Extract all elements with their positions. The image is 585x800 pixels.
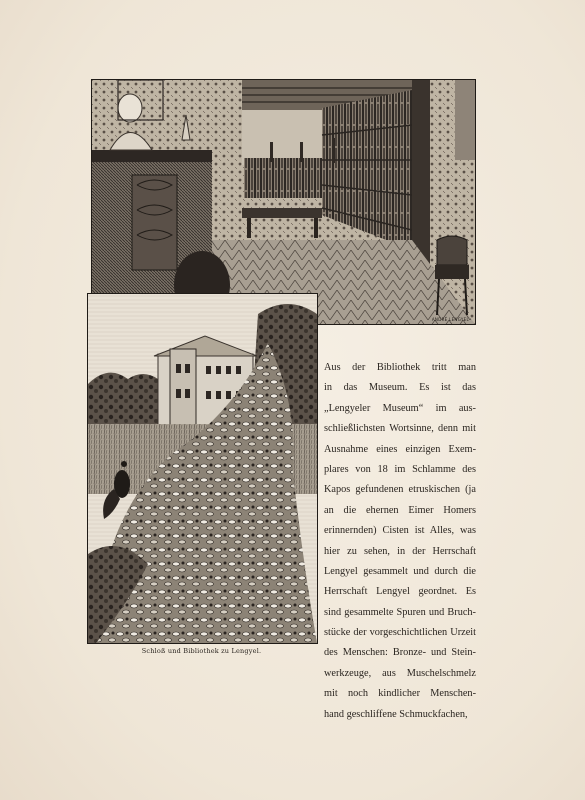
library-interior-illustration bbox=[91, 79, 476, 325]
text-line: erinnernden) Cisten ist Alles, was bbox=[324, 525, 476, 537]
text-line: mit noch kindlicher Menschen- bbox=[324, 688, 476, 700]
text-line: sind gesammelte Spuren und Bruch- bbox=[324, 606, 476, 618]
text-line: Lengyel gesammelt und durch die bbox=[324, 565, 476, 577]
library-engraving bbox=[92, 80, 475, 324]
engraver-signature: ANDRÉ LENGYEL bbox=[431, 317, 469, 322]
text-line: Herrschaft Lengyel geordnet. Es bbox=[324, 586, 476, 598]
text-line: hand geschliffene Schmuckfachen, bbox=[324, 708, 468, 720]
body-paragraph bbox=[324, 358, 476, 725]
text-line: werkzeuge, aus Muschelschmelz bbox=[324, 667, 476, 679]
text-line: stücke der vorgeschichtlichen Urzeit bbox=[324, 627, 476, 639]
castle-engraving bbox=[88, 294, 317, 643]
castle-exterior-illustration bbox=[87, 293, 318, 644]
text-line: hier zu sehen, in der Herrschaft bbox=[324, 545, 476, 557]
text-line: Kapos gefundenen etruskischen (ja bbox=[324, 484, 476, 496]
text-line: plares von 18 im Schlamme des bbox=[324, 463, 476, 475]
text-line: des Menschen: Bronze- und Stein- bbox=[324, 647, 476, 659]
text-line: Ausnahme eines einzigen Exem- bbox=[324, 443, 476, 455]
text-line: in das Museum. Es ist das bbox=[324, 382, 476, 394]
text-line: Aus der Bibliothek tritt man bbox=[324, 362, 476, 373]
illustration-caption: Schloß und Bibliothek zu Lengyel. bbox=[141, 647, 262, 655]
text-line: schließlichsten Wortsinne, denn mit bbox=[324, 423, 476, 435]
text-line: „Lengyeler Museum“ im aus- bbox=[324, 402, 476, 414]
text-line: an die ehernen Eimer Homers bbox=[324, 504, 476, 516]
